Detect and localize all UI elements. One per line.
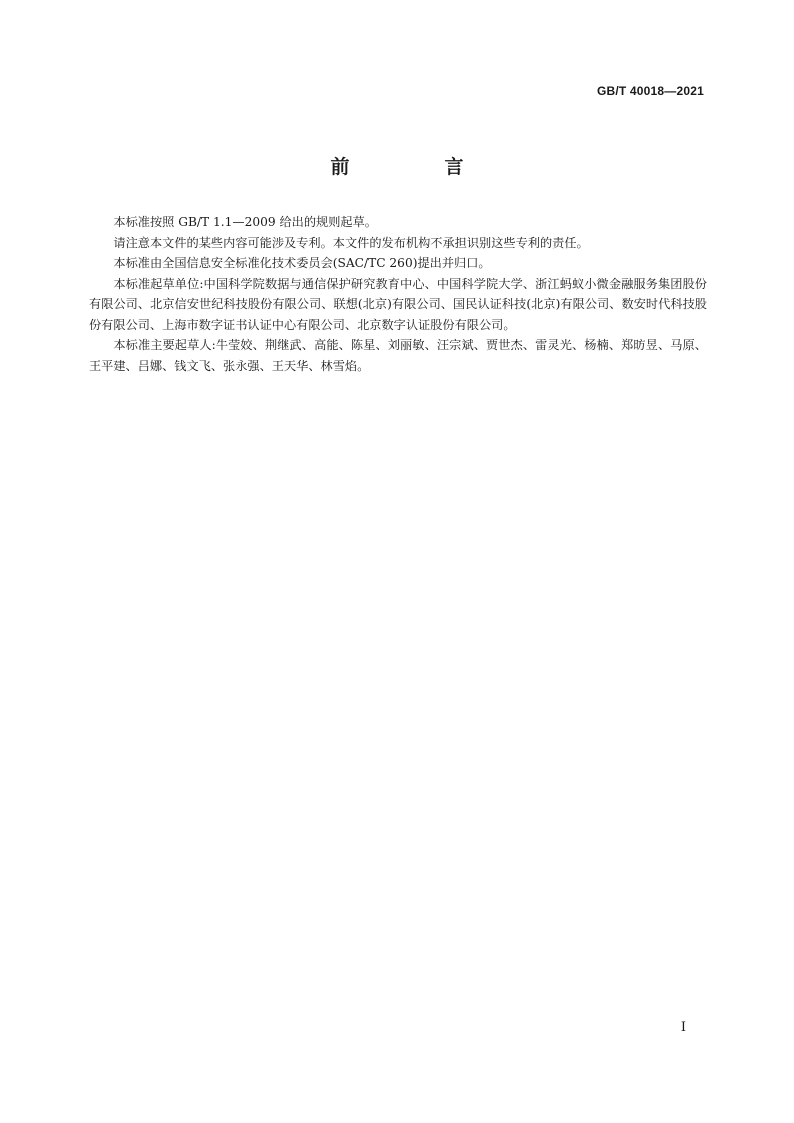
page-number: I <box>680 1020 686 1035</box>
paragraph-drafting-rules: 本标准按照 GB/T 1.1—2009 给出的规则起草。 <box>113 215 377 229</box>
paragraph-patent-notice: 请注意本文件的某些内容可能涉及专利。本文件的发布机构不承担识别这些专利的责任。 <box>113 235 589 250</box>
page-title: 前 言 <box>330 156 502 178</box>
paragraph-committee: 本标准由全国信息安全标准化技术委员会(SAC/TC 260)提出并归口。 <box>113 256 491 270</box>
paragraph-drafters: 本标准主要起草人:牛莹姣、荆继武、高能、陈星、刘丽敏、汪宗斌、贾世杰、雷灵光、杨楠、郑昉昱、马原、王平建、吕娜、钱文飞、张永强、王天华、林雪焰。 <box>89 338 707 373</box>
standard-code: GB/T 40018—2021 <box>596 84 704 98</box>
foreword-body <box>89 212 707 376</box>
paragraph-drafting-units: 本标准起草单位:中国科学院数据与通信保护研究教育中心、中国科学院大学、浙江蚂蚁小微金融服务集团股份有限公司、北京信安世纪科技股份有限公司、联想(北京)有限公司、国民认证科技(北京)有限公司、数安时代科技股份有限公司、上海市数字证书认证中心有限公司、北京数字认证股份有限公司。 <box>89 276 707 332</box>
